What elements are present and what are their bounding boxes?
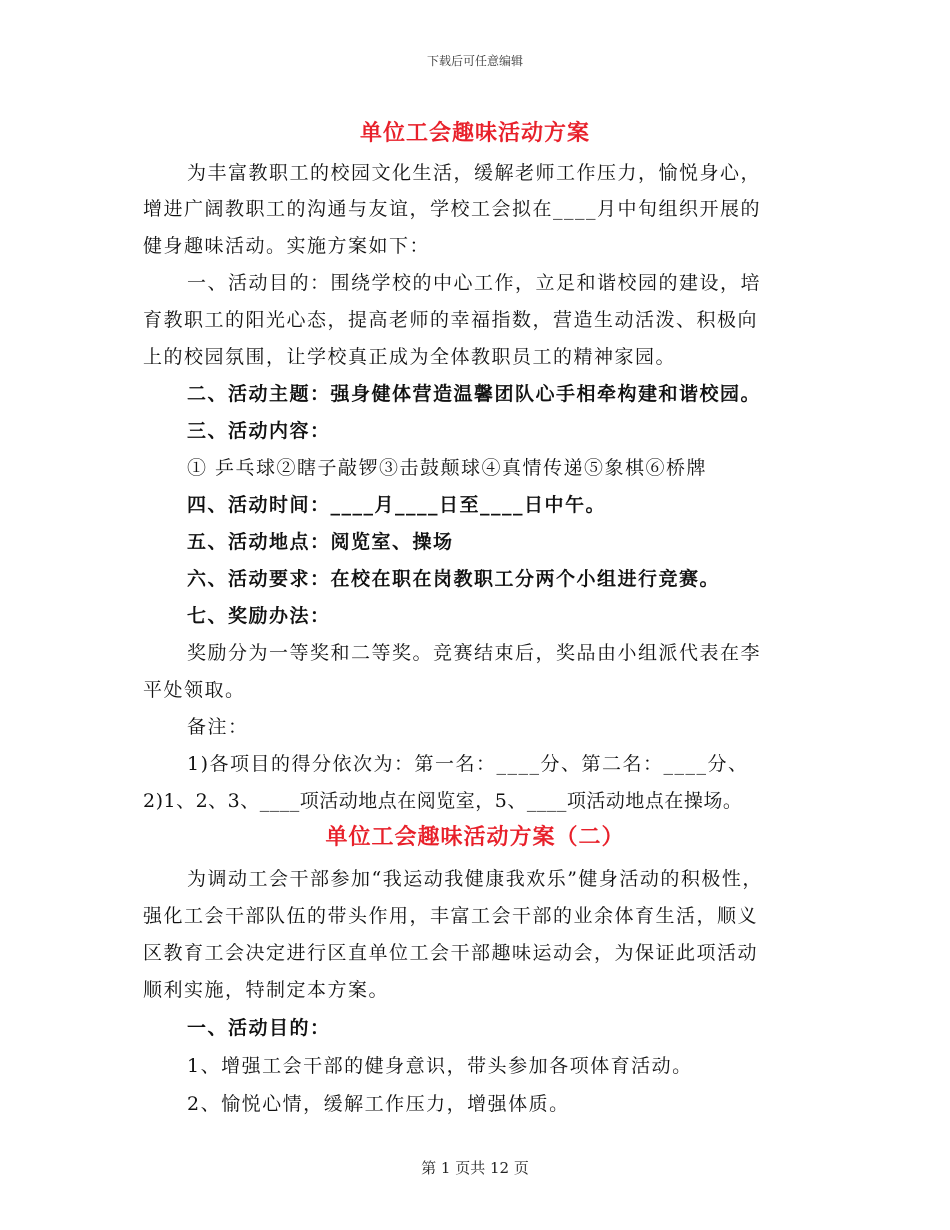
section7-body: 奖励分为一等奖和二等奖。竞赛结束后，奖品由小组派代表在李 [187,642,762,664]
note-label: 备注： [187,716,249,738]
section4-heading: 四、活动时间：____月____日至____日中午。 [187,494,607,516]
part2-item-2: 2、愉悦心情，缓解工作压力，增强体质。 [187,1093,570,1115]
page-footer: 第 1 页共 12 页 [421,1159,529,1177]
intro-line: 健身趣味活动。实施方案如下： [143,235,431,257]
doc-title-2: 单位工会趣味活动方案（二） [325,824,625,850]
intro-line: 增进广阔教职工的沟通与友谊，学校工会拟在____月中旬组织开展的 [143,198,762,220]
section7-body: 平处领取。 [143,679,246,701]
section1-line: 上的校园氛围，让学校真正成为全体教职员工的精神家园。 [143,346,677,368]
section3-heading: 三、活动内容： [187,420,331,442]
section6-heading: 六、活动要求：在校在职在岗教职工分两个小组进行竞赛。 [187,568,721,590]
section3-items: ① 乒乓球②瞎子敲锣③击鼓颠球④真情传递⑤象棋⑥桥牌 [187,457,708,479]
intro2-line: 为调动工会干部参加“我运动我健康我欢乐”健身活动的积极性， [187,868,763,890]
section7-heading: 七、奖励办法： [187,605,331,627]
section1-line: 一、活动目的：围绕学校的中心工作，立足和谐校园的建设，培 [187,272,762,294]
doc-title: 单位工会趣味活动方案 [359,120,590,146]
section5-heading: 五、活动地点：阅览室、操场 [187,531,454,553]
page-header: 下载后可任意编辑 [426,54,523,68]
section2-heading: 二、活动主题：强身健体营造温馨团队心手相牵构建和谐校园。 [187,383,762,405]
section1-line: 育教职工的阳光心态，提高老师的幸福指数，营造生动活泼、积极向 [143,309,759,331]
intro-line: 为丰富教职工的校园文化生活，缓解老师工作压力，愉悦身心， [187,162,762,184]
intro2-line: 区教育工会决定进行区直单位工会干部趣味运动会，为保证此项活动 [143,942,759,964]
intro2-line: 顺利实施，特制定本方案。 [143,979,390,1001]
part2-section1-heading: 一、活动目的： [187,1017,331,1039]
note-item-2: 2)1、2、3、____项活动地点在阅览室，5、____项活动地点在操场。 [143,790,743,812]
part2-item-1: 1、增强工会干部的健身意识，带头参加各项体育活动。 [187,1055,693,1077]
note-item-1: 1)各项目的得分依次为：第一名：____分、第二名：____分、 [187,753,749,775]
intro2-line: 强化工会干部队伍的带头作用，丰富工会干部的业余体育生活，顺义 [143,905,759,927]
